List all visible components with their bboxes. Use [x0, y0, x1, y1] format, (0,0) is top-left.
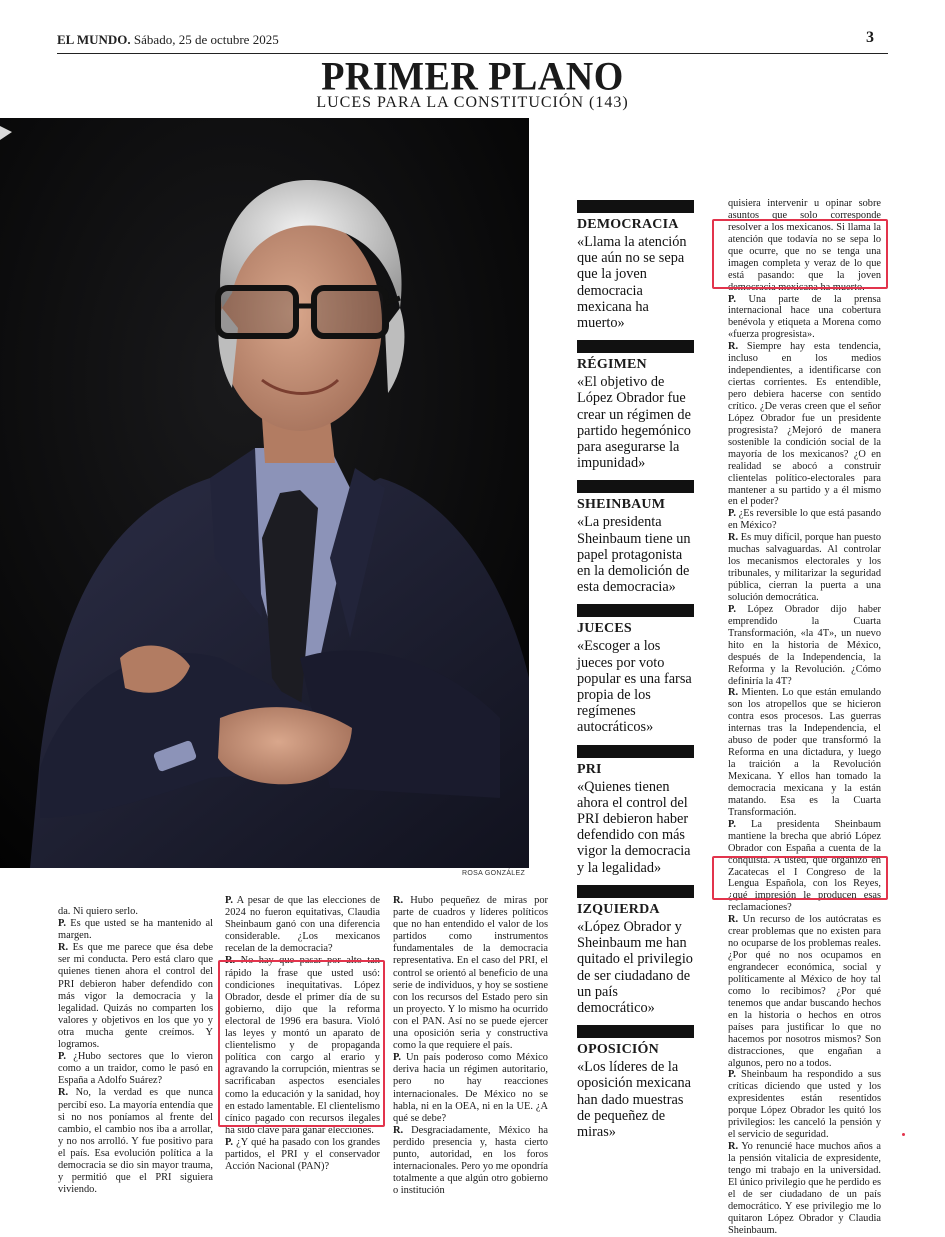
paragraph-text: Sheinbaum ha respondido a sus críticas diciendo que usted y los expresidentes están resentidos porque López Obrador les quitó los privilegios: les canceló la pensión y el servicio de seguridad. — [728, 1069, 881, 1141]
speaker-label: R. — [225, 955, 236, 967]
sidebar-quote-block — [577, 340, 694, 471]
sidebar-bar — [577, 745, 694, 758]
paragraph-text: da. Ni quiero serlo. — [58, 906, 138, 917]
sidebar-bar — [577, 480, 694, 493]
speaker-label: P. — [728, 1069, 736, 1081]
paragraph-text: Desgraciadamente, México ha perdido presencia y, hasta cierto punto, autoridad, en los foros internacionales. Pero yo me opondría totalmente a que algún otro gobierno o institución — [393, 1124, 548, 1197]
sidebar-quote-block — [577, 604, 694, 735]
speaker-label: P. — [58, 918, 66, 930]
speaker-label: P. — [225, 1136, 233, 1148]
speaker-label: R. — [393, 895, 404, 906]
paragraph — [225, 1137, 380, 1173]
paragraph — [728, 341, 881, 508]
paragraph-text: Un recurso de los autócratas es crear problemas que no existen para no ocuparse de los problemas reales. ¿Por qué no nos ocupamos en engrandecer económica, social y políticamente al México de hoy tal como lo recibimos? ¿Por qué tenemos que andar buscando hechos en la historia o hechos en otros países para justificar lo que no hacemos por nosotros mismos? Son distracciones, que engañan a algunos, pero no a todos. — [728, 914, 881, 1069]
paragraph-text: Es que usted se ha mantenido al margen. — [58, 918, 213, 942]
paragraph-text: Mienten. Lo que están emulando son los atropellos que se hicieron contra esos procesos. Las guerras internas tras la Independencia, el abuso de poder que transformó la Reforma en una dictadura, y luego la traición a la Revolución Mexicana. Y ellos han tomado la democracia mexicana y la están matando. Esa es la Cuarta Transformación. — [728, 687, 881, 818]
paragraph — [728, 532, 881, 604]
paragraph — [225, 955, 380, 1136]
sidebar-quote-block — [577, 745, 694, 876]
sidebar-title: JUECES — [577, 621, 632, 637]
paragraph-text: ¿Es reversible lo que está pasando en México? — [728, 508, 881, 532]
sidebar-quote-block — [577, 1025, 694, 1140]
sidebar-quote: «La presidenta Sheinbaum tiene un papel protagonista en la demolición de esta democracia» — [577, 514, 691, 596]
paragraph-text: quisiera intervenir u opinar sobre asuntos que solo corresponde resolver a los mexicanos. Si llama la atención que todavía no se sepa lo que ocurre, que no se tenga una imagen completa y veraz de lo que está pasando: que la joven democracia mexicana ha muerto. — [728, 198, 881, 293]
paragraph-text: Un país poderoso como México deriva hacia un régimen autoritario, pero no hay reacciones internacionales. De México no se habla, ni en la OEA, ni en la UE. ¿A qué se debe? — [393, 1052, 548, 1124]
paragraph — [728, 1141, 881, 1237]
article-column-3 — [393, 895, 548, 1197]
sidebar-quote-block — [577, 200, 694, 331]
paragraph-text: ¿Y qué ha pasado con los grandes partidos, el PRI y el conservador Acción Nacional (PAN)? — [225, 1136, 380, 1173]
portrait-photo — [0, 118, 529, 868]
section-title: PRIMER PLANO — [321, 54, 624, 100]
sidebar-bar — [577, 200, 694, 213]
sidebar-bar — [577, 1025, 694, 1038]
paragraph — [58, 1087, 213, 1196]
paragraph-text: ¿Hubo sectores que lo vieron como a un traidor, como le pasó en España a Adolfo Suárez? — [58, 1051, 213, 1087]
sidebar-title: DEMOCRACIA — [577, 217, 679, 232]
paragraph — [728, 1069, 881, 1141]
paragraph — [58, 942, 213, 1051]
speaker-label: R. — [728, 532, 739, 544]
newspaper-name: EL MUNDO. — [57, 32, 131, 47]
red-dot-mark — [902, 1133, 905, 1136]
speaker-label: R. — [728, 687, 739, 699]
speaker-label: P. — [58, 1051, 66, 1063]
section-subtitle: LUCES PARA LA CONSTITUCIÓN (143) — [316, 94, 629, 111]
paragraph-text: No, la verdad es que nunca percibí eso. La mayoría entendía que si no nos poníamos al frente del cambio, el cambio nos iba a arrollar, y no nos arrolló. Y fue positivo para el país. Esa evolución política a la democracia se dio sin mayor trauma, y permitió que el PRI siguiera viviendo. — [58, 1087, 213, 1196]
paragraph-text: A pesar de que las elecciones de 2024 no fueron equitativas, Claudia Sheinbaum ganó con una diferencia considerable. ¿Los mexicanos recelan de la democracia? — [225, 895, 380, 955]
sidebar-bar — [577, 885, 694, 898]
sidebar-quote-block — [577, 480, 694, 595]
paragraph-text: Es muy difícil, porque han puesto muchas salvaguardas. Al controlar los mecanismos electorales y los tribunales, y militarizar la seguridad pública, cierran la puerta a una solución democrática. — [728, 532, 881, 603]
speaker-label: P. — [728, 818, 736, 830]
article-column-1 — [58, 906, 213, 1196]
sidebar-bar — [577, 340, 694, 353]
speaker-label: P. — [393, 1052, 401, 1064]
issue-date: Sábado, 25 de octubre 2025 — [133, 32, 279, 47]
paragraph — [393, 895, 548, 1052]
paragraph-text: Una parte de la prensa internacional hace una cobertura benévola y etiqueta a Morena como «fuerza progresista». — [728, 293, 881, 341]
photo-credit: ROSA GONZÁLEZ — [462, 870, 526, 877]
speaker-label: P. — [728, 508, 736, 520]
paragraph-text: Yo renuncié hace muchos años a la pensión vitalicia de expresidente, tengo mi trabajo en la universidad. El único privilegio que he perdido es el de ser ciudadano de un país democrático. Y ese privilegio me lo quitaron López Obrador y Claudia Sheinbaum. — [728, 1141, 881, 1236]
paragraph — [393, 1125, 548, 1198]
sidebar-title: RÉGIMEN — [577, 357, 647, 373]
speaker-label: R. — [58, 1087, 69, 1099]
speaker-label: R. — [728, 341, 739, 353]
paragraph — [58, 906, 213, 918]
speaker-label: P. — [225, 895, 233, 906]
paragraph-text: No hay que pasar por alto tan rápido la frase que usted usó: condiciones inequitativas. López Obrador, desde el primer día de su gobierno, dijo que la reforma electoral de 1996 era basura. Violó las leyes y montó un aparato de clientelismo y de propaganda política con cargo al erario y agravando la corrupción, mientras se sacrificaban aspectos esenciales como la educación y la sanidad, hoy en estado lamentable. El clientelismo cínico pagado con recursos ilegales ha sido clave para ganar elecciones. — [225, 955, 380, 1136]
sidebar-title: IZQUIERDA — [577, 901, 660, 917]
paragraph — [728, 604, 881, 688]
paragraph-text: López Obrador dijo haber emprendido la Cuarta Transformación, «la 4T», un nuevo hito en la historia de México, después de la Independencia, la Reforma y la Revolución. ¿Cómo definiría la 4T? — [728, 603, 881, 687]
paragraph — [58, 1051, 213, 1087]
sidebar-title: SHEINBAUM — [577, 497, 666, 513]
paragraph — [728, 198, 881, 294]
sidebar-quote: «Quienes tienen ahora el control del PRI debieron haber defendido con más vigor la democracia y la legalidad» — [577, 778, 691, 876]
sidebar-quote: «El objetivo de López Obrador fue crear un régimen de partido hegemónico para asegurarse la impunidad» — [577, 374, 691, 472]
quotes-sidebar — [577, 200, 694, 1149]
sidebar-bar — [577, 604, 694, 617]
paragraph — [728, 914, 881, 1069]
speaker-label: P. — [728, 603, 736, 615]
sidebar-title: OPOSICIÓN — [577, 1042, 659, 1058]
page-number: 3 — [866, 29, 874, 46]
article-column-4 — [728, 198, 881, 1237]
paragraph — [393, 1052, 548, 1125]
paragraph — [728, 294, 881, 342]
speaker-label: R. — [728, 1141, 739, 1153]
sidebar-quote: «López Obrador y Sheinbaum me han quitado el privilegio de ser ciudadano de un país democrático» — [577, 918, 693, 1016]
paragraph — [728, 687, 881, 818]
paragraph — [225, 895, 380, 955]
paragraph — [728, 508, 881, 532]
speaker-label: R. — [393, 1124, 404, 1136]
paragraph-text: La presidenta Sheinbaum mantiene la brecha que abrió López Obrador con España a cuenta de la conquista. A usted, que organizó en Zacatecas el I Congreso de la Lengua Española, con los Reyes, ¿qué impresión le producen esas reclamaciones? — [728, 818, 881, 914]
article-column-2 — [225, 895, 380, 1173]
paragraph-text: Hubo pequeñez de miras por parte de cuadros y líderes políticos que no han entendido el valor de los partidos como instrumentos fundamentales de la democracia representativa. En el caso del PRI, el control se orientó al beneficio de una serie de individuos, y hoy se sostiene con los recursos del Estado pero sin un proyecto. Y lo mismo ha ocurrido con el PAN. Así no se puede ejercer una oposición seria y constructiva como la que requiere el país. — [393, 895, 548, 1052]
paragraph-text: Es que me parece que ésa debe ser mi conducta. Pero está claro que quienes tienen ahora el control del PRI debieron haber defendido con más vigor la democracia y la legalidad. Quizás no comparten los valores y objetivos en los que yo y otra mucha gente creímos. Y logramos. — [58, 942, 213, 1051]
sidebar-quote: «Llama la atención que aún no se sepa que la joven democracia mexicana ha muerto» — [577, 234, 687, 332]
sidebar-title: PRI — [577, 761, 602, 777]
speaker-label: P. — [728, 293, 736, 305]
sidebar-quote-block — [577, 885, 694, 1016]
paragraph-text: Siempre hay esta tendencia, incluso en los medios independientes, a identificarse con ciertas corrientes. Es entendible, pero debiera hacerse con sentido crítico. ¿De veras creen que el señor López Obrador fue un presidente progresista? ¿Mejoró de manera sostenible la condición social de la mayoría de los mexicanos? ¿O en realidad se abocó a construir clientelas político-electorales para mantener a su partido y a él mismo en el poder? — [728, 341, 881, 508]
sidebar-quote: «Escoger a los jueces por voto popular es una farsa propia de los regímenes autocráticos» — [577, 638, 692, 736]
sidebar-quote: «Los líderes de la oposición mexicana han dado muestras de pequeñez de miras» — [577, 1059, 691, 1140]
speaker-label: R. — [728, 914, 739, 926]
paragraph — [58, 918, 213, 942]
speaker-label: R. — [58, 942, 69, 954]
paragraph — [728, 819, 881, 915]
masthead — [57, 32, 279, 48]
